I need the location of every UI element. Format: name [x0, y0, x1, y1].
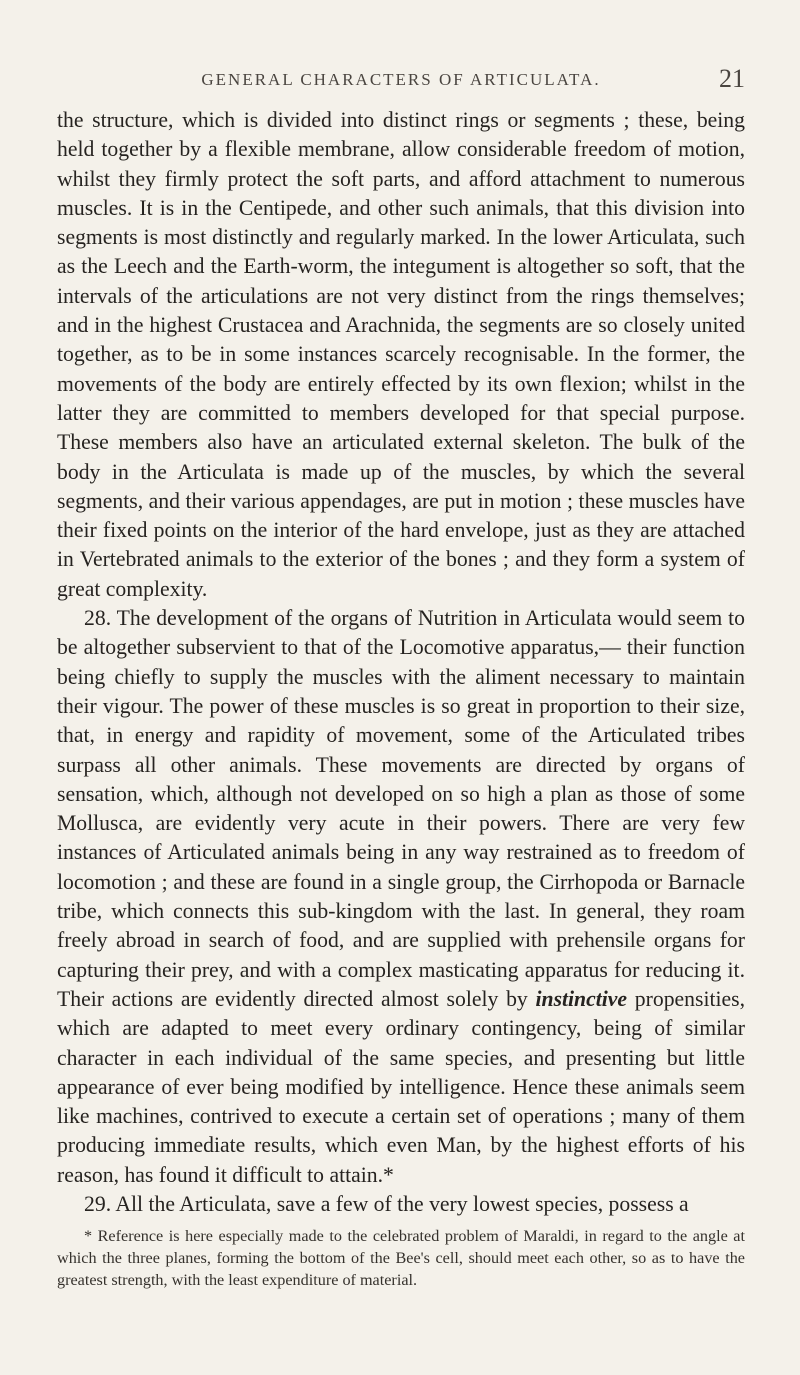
italic-term: instinctive	[535, 986, 628, 1011]
running-head: GENERAL CHARACTERS OF ARTICULATA.	[201, 70, 601, 89]
paragraph-28	[57, 604, 745, 1190]
paragraph-29: 29. All the Articulata, save a few of the very lowest species, possess a	[84, 1191, 689, 1216]
page-header	[57, 64, 745, 106]
paragraph-28-end: propensities, which are adapted to meet every ordinary contingency, being of similar character in each individual of the same species, and presenting but little appearance of ever being modified by intelligence. Hence these animals seem like machines, contrived to execute a certain set of operations ; many of them producing immediate results, which even Man, by the highest efforts of his reason, has found it difficult to attain.*	[57, 986, 746, 1187]
paragraph-continued: the structure, which is divided into distinct rings or segments ; these, being held together by a flexible membrane, allow considerable freedom of motion, whilst they firmly protect the soft parts, and afford attachment to numerous muscles. It is in the Centipede, and other such animals, that this division into segments is most distinctly and regularly marked. In the lower Articulata, such as the Leech and the Earth-worm, the integument is altogether so soft, that the intervals of the articulations are not very distinct from the rings themselves; and in the highest Crustacea and Arachnida, the segments are so closely united together, as to be in some instances scarcely recognisable. In the former, the movements of the body are entirely effected by its own flexion; whilst in the latter they are committed to members developed for that special purpose. These members also have an articulated external skeleton. The bulk of the body in the Articulata is made up of the muscles, by which the several segments, and their various appendages, are put in motion ; these muscles have their fixed points on the interior of the hard envelope, just as they are attached in Vertebrated animals to the exterior of the bones ; and they form a system of great complexity.	[57, 108, 745, 601]
paragraph-28-text: 28. The development of the organs of Nutrition in Articulata would seem to be altogether subservient to that of the Locomotive apparatus,— their function being chiefly to supply the muscles with the aliment necessary to maintain their vigour. The power of these muscles is so great in proportion to their size, that, in energy and rapidity of movement, some of the Articulated tribes surpass all other animals. These movements are directed by organs of sensation, which, although not developed on so high a plan as those of some Mollusca, are evidently very acute in their powers. There are very few instances of Articulated animals being in any way restrained as to freedom of locomotion ; and these are found in a single group, the Cirrhopoda or Barnacle tribe, which connects this sub-kingdom with the last. In general, they roam freely abroad in search of food, and are supplied with prehensile organs for capturing their prey, and with a complex masticating apparatus for reducing it. Their actions are evidently directed almost solely by	[57, 606, 745, 1011]
body-text	[57, 106, 745, 1219]
page-number: 21	[719, 64, 745, 93]
footnote-text: * Reference is here especially made to the celebrated problem of Maraldi, in regard to the angle at which the three planes, forming the bottom of the Bee's cell, should meet each other, so as to have the greatest strength, with the least expenditure of material.	[57, 1227, 745, 1290]
footnote	[57, 1225, 745, 1291]
